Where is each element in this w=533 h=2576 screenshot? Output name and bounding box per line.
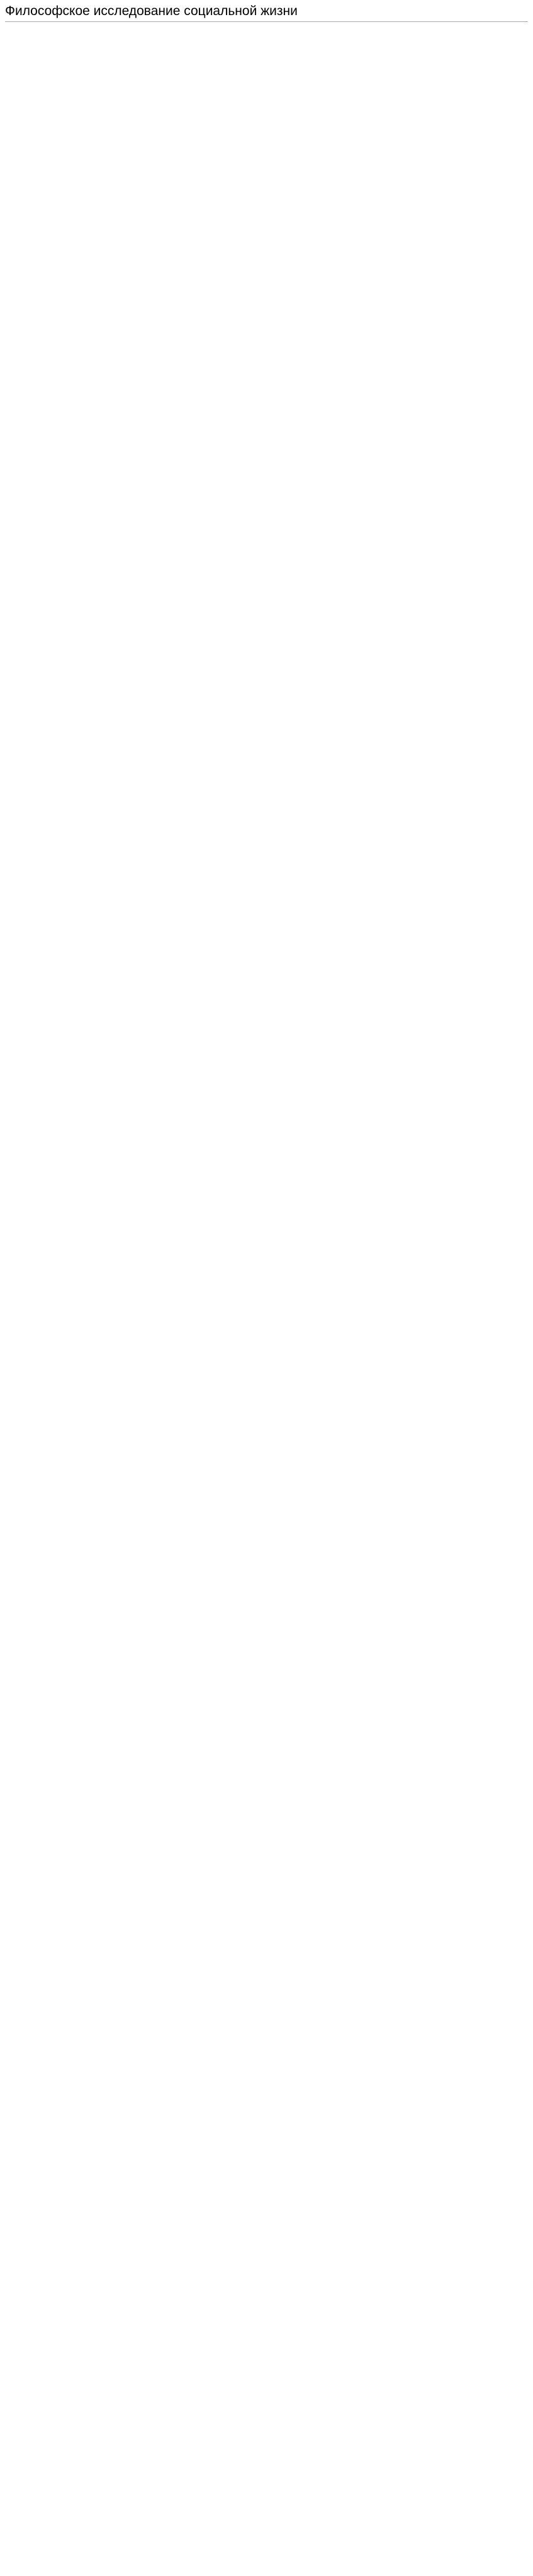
article-page [0,0,533,43]
article-title: Философское исследование социальной жизни [5,4,528,22]
